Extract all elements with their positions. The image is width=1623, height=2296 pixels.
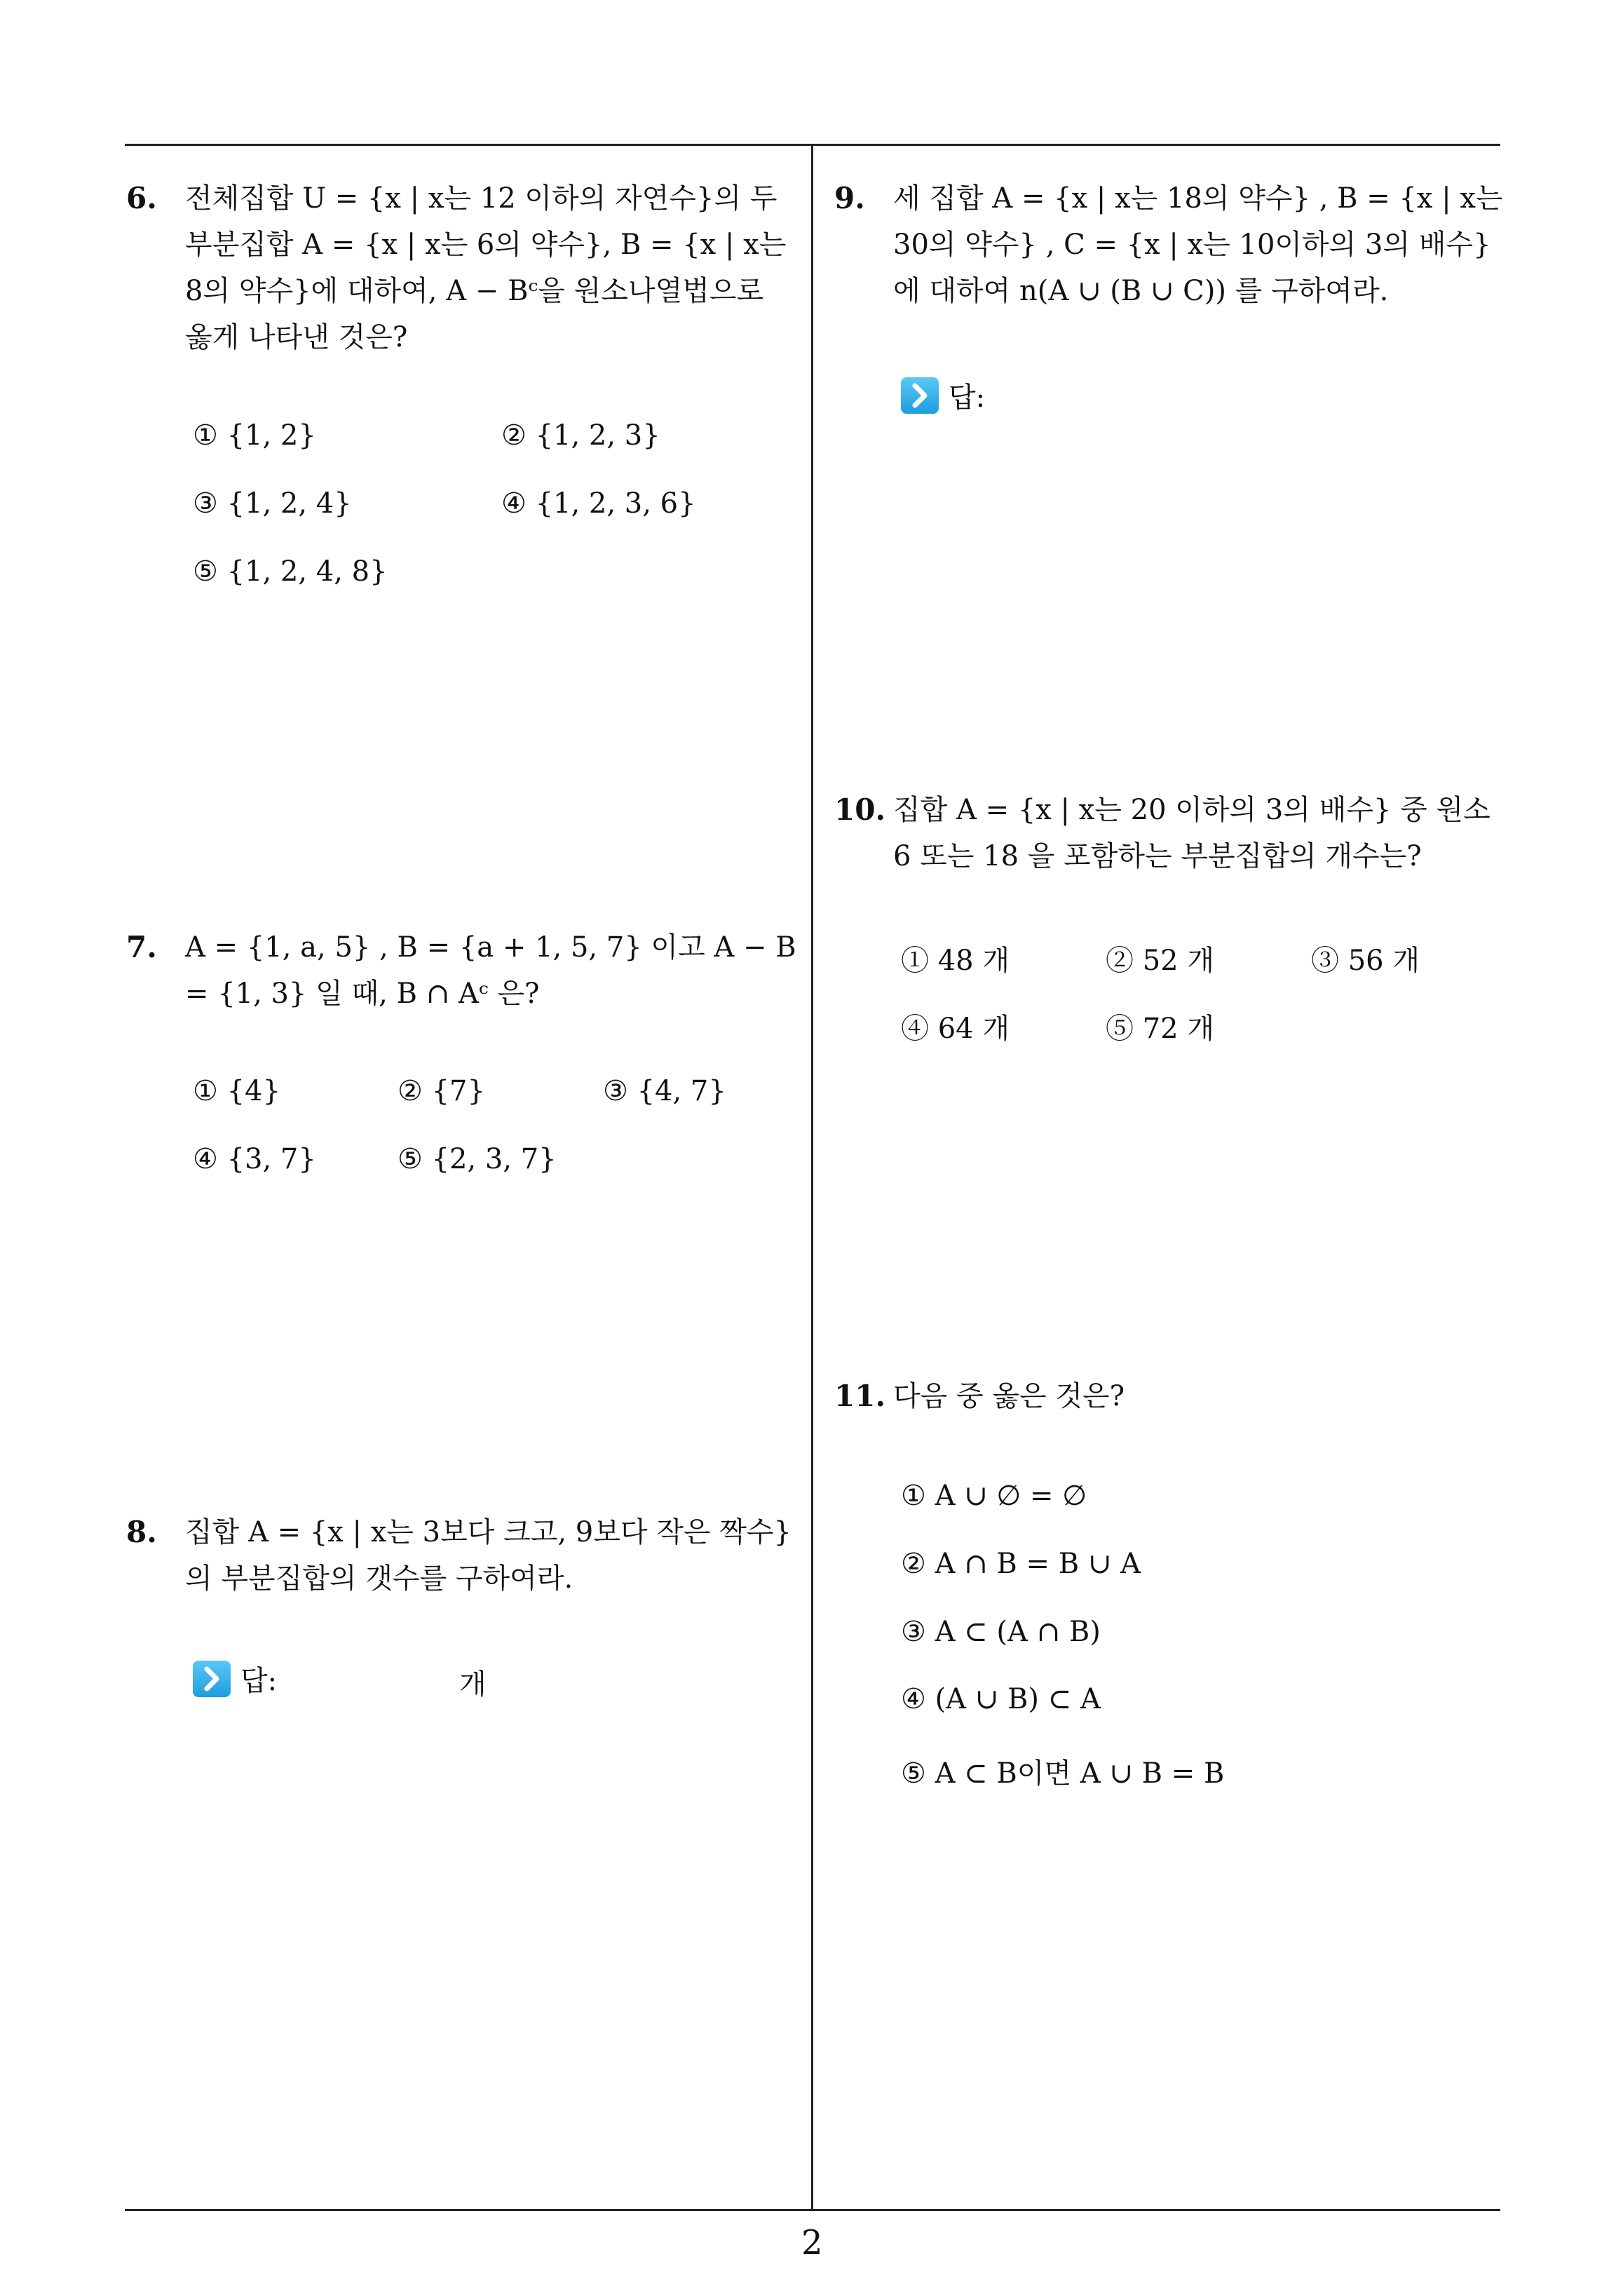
question-number: 6. — [126, 181, 157, 215]
question-number: 9. — [834, 181, 865, 215]
q7-option-4[interactable]: ④ {3, 7} — [193, 1143, 316, 1175]
q8-answer[interactable] — [193, 1659, 277, 1699]
question-text: 집합 A = {x | x는 20 이하의 3의 배수} 중 원소 6 또는 18 을 포함하는 부분집합의 개수는? — [893, 794, 1490, 872]
question-11 — [834, 1373, 1507, 1419]
q11-option-2[interactable]: ② A ∩ B = B ∪ A — [901, 1548, 1141, 1580]
page-number: 2 — [801, 2223, 823, 2262]
question-number: 11. — [834, 1379, 886, 1413]
question-7 — [126, 924, 799, 1017]
answer-unit: 개 — [459, 1668, 487, 1701]
q6-option-2[interactable]: ② {1, 2, 3} — [501, 419, 660, 452]
q6-option-3[interactable]: ③ {1, 2, 4} — [193, 487, 352, 520]
q7-option-5[interactable]: ⑤ {2, 3, 7} — [398, 1143, 557, 1175]
question-text: A = {1, a, 5} , B = {a + 1, 5, 7} 이고 A − B = {1, 3} 일 때, B ∩ Aᶜ 은? — [185, 931, 796, 1010]
q10-option-4[interactable]: ④ 64 개 — [901, 1013, 1010, 1045]
q7-option-1[interactable]: ① {4} — [193, 1075, 280, 1107]
q7-option-3[interactable]: ③ {4, 7} — [603, 1075, 726, 1107]
q7-option-2[interactable]: ② {7} — [398, 1075, 485, 1107]
q9-answer[interactable] — [901, 375, 985, 415]
q6-option-5[interactable]: ⑤ {1, 2, 4, 8} — [193, 555, 388, 588]
q6-option-1[interactable]: ① {1, 2} — [193, 419, 316, 452]
question-text: 다음 중 옳은 것은? — [893, 1380, 1125, 1412]
q11-option-4[interactable]: ④ (A ∪ B) ⊂ A — [901, 1683, 1101, 1715]
question-10 — [834, 787, 1507, 879]
q6-option-4[interactable]: ④ {1, 2, 3, 6} — [501, 487, 696, 520]
question-number: 7. — [126, 930, 157, 964]
question-9 — [834, 175, 1507, 314]
q11-option-1[interactable]: ① A ∪ ∅ = ∅ — [901, 1480, 1087, 1512]
question-number: 10. — [834, 792, 886, 827]
question-number: 8. — [126, 1515, 157, 1549]
q11-option-3[interactable]: ③ A ⊂ (A ∩ B) — [901, 1616, 1101, 1648]
bottom-rule — [125, 2209, 1500, 2211]
answer-label: 답: — [949, 381, 986, 414]
chevron-right-icon — [193, 1661, 231, 1697]
q10-option-2[interactable]: ② 52 개 — [1106, 945, 1214, 977]
answer-label: 답: — [240, 1665, 278, 1697]
q11-option-5[interactable]: ⑤ A ⊂ B이면 A ∪ B = B — [901, 1757, 1225, 1790]
question-8 — [126, 1509, 799, 1602]
q10-option-3[interactable]: ③ 56 개 — [1311, 945, 1420, 977]
q10-option-5[interactable]: ⑤ 72 개 — [1106, 1013, 1214, 1045]
q10-option-1[interactable]: ① 48 개 — [901, 945, 1010, 977]
question-6 — [126, 175, 799, 360]
question-text: 전체집합 U = {x | x는 12 이하의 자연수}의 두 부분집합 A = {x | x는 6의 약수}, B = {x | x는 8의 약수}에 대하여, A − Bᶜ을 원소나열법으로 옳게 나타낸 것은? — [185, 182, 787, 353]
question-text: 집합 A = {x | x는 3보다 크고, 9보다 작은 짝수}의 부분집합의 갯수를 구하여라. — [185, 1516, 792, 1595]
column-divider — [811, 144, 813, 2211]
question-text: 세 집합 A = {x | x는 18의 약수} , B = {x | x는 30의 약수} , C = {x | x는 10이하의 3의 배수} 에 대하여 n(A ∪ (B ∪ C)) 를 구하여라. — [893, 182, 1503, 307]
chevron-right-icon — [901, 377, 939, 414]
